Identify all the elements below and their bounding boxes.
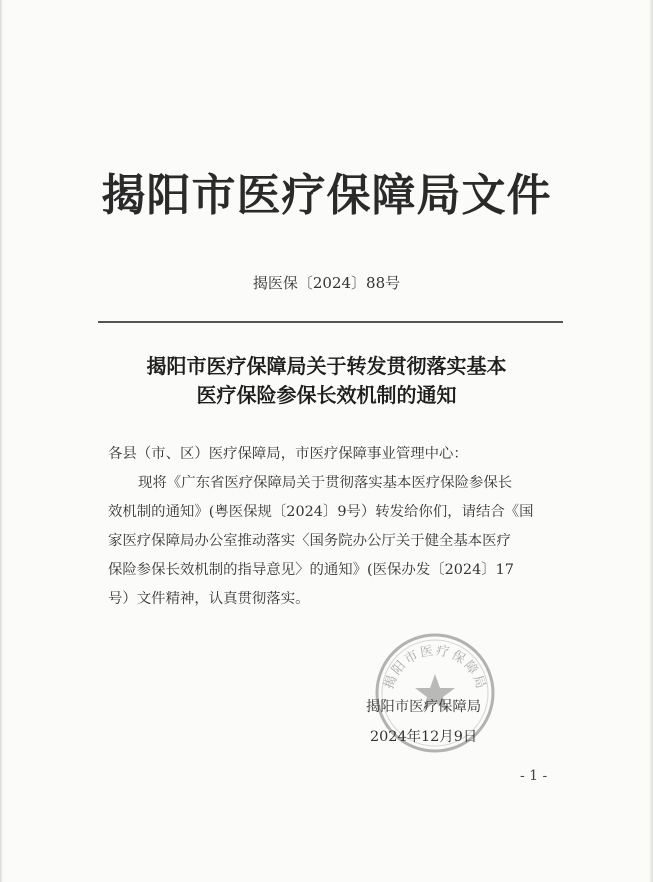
header-divider: [98, 321, 563, 323]
org-header: 揭阳市医疗保障局文件: [101, 170, 552, 221]
signature-organization: 揭阳市医疗保障局: [366, 699, 482, 715]
body-line-3: 家医疗保障局办公室推动落实〈国务院办公厅关于健全基本医疗: [108, 533, 511, 549]
seal-text: 揭阳市医疗保障局: [381, 643, 489, 693]
title-line-1: 揭阳市医疗保障局关于转发贯彻落实基本: [146, 354, 507, 378]
recipients-line: 各县（市、区）医疗保障局，市医疗保障事业管理中心：: [108, 446, 468, 462]
scan-edge-right: [649, 0, 653, 882]
page-number: - 1 -: [520, 768, 548, 784]
body-line-2: 效机制的通知》(粤医保规〔2024〕9号）转发给你们，请结合《国: [108, 504, 534, 520]
scan-edge-left: [0, 0, 3, 882]
body-line-5: 号）文件精神，认真贯彻落实。: [108, 591, 310, 607]
document-body: [108, 440, 564, 614]
body-line-1: 现将《广东省医疗保障局关于贯彻落实基本医疗保险参保长: [138, 475, 513, 491]
document-title: [0, 352, 653, 410]
title-line-2: 医疗保险参保长效机制的通知: [196, 383, 457, 407]
body-line-4: 保险参保长效机制的指导意见〉的通知》(医保办发〔2024〕17: [108, 562, 514, 578]
document-number: 揭医保〔2024〕88号: [252, 274, 401, 292]
signature-date: 2024年12月9日: [370, 729, 478, 745]
